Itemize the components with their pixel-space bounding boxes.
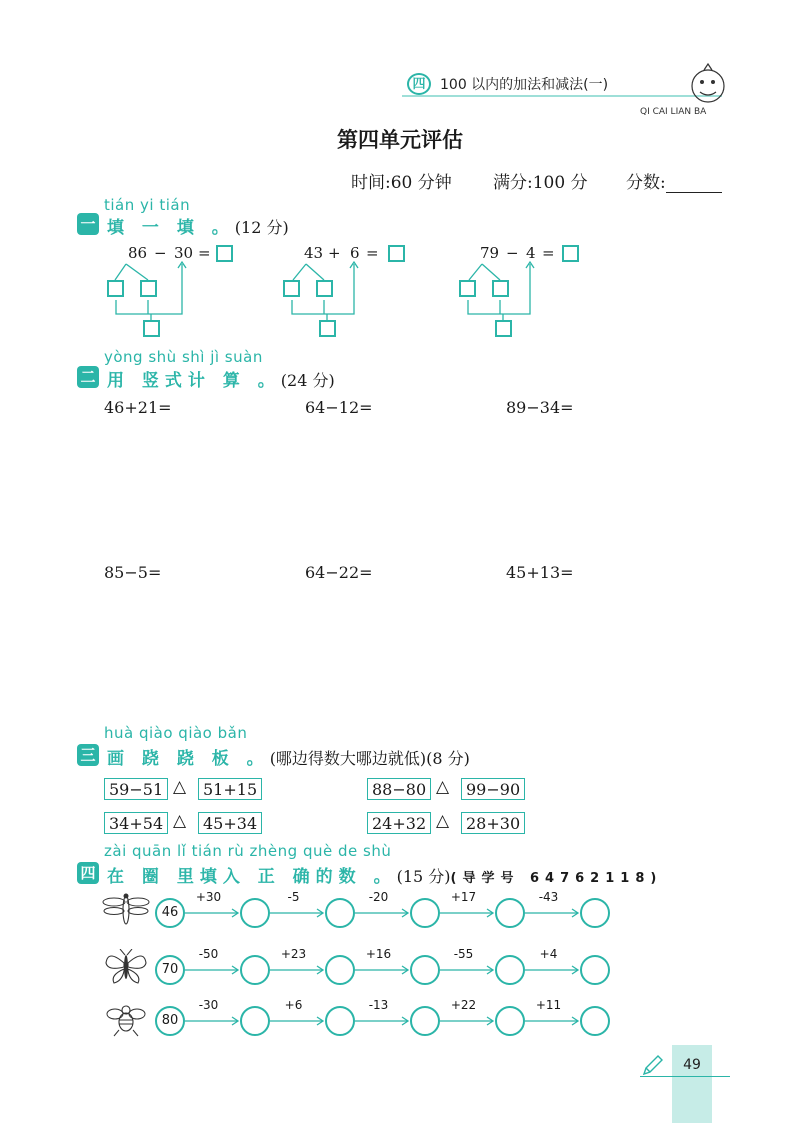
chain-answer-circle[interactable] bbox=[580, 955, 610, 985]
chain-step-label: +6 bbox=[284, 998, 303, 1012]
seesaw-symbol-3[interactable]: △ bbox=[173, 811, 187, 831]
chain-arrow bbox=[185, 964, 240, 976]
operand-a: 86 bbox=[128, 244, 148, 262]
section2-badge: 二 bbox=[77, 366, 99, 388]
operator: − bbox=[506, 244, 519, 262]
section4-score: (15 分) bbox=[396, 867, 451, 886]
vertical-calc-2: 64−12= bbox=[305, 398, 373, 417]
split-lines bbox=[104, 242, 254, 342]
seesaw-symbol-4[interactable]: △ bbox=[436, 811, 450, 831]
bee-icon bbox=[102, 1000, 150, 1040]
split-box-left[interactable] bbox=[283, 280, 300, 297]
split-box-left[interactable] bbox=[459, 280, 476, 297]
chain-step-label: -50 bbox=[198, 947, 219, 961]
page-title: 第四单元评估 bbox=[337, 127, 463, 152]
partial-result-box[interactable] bbox=[143, 320, 160, 337]
chain-answer-circle[interactable] bbox=[240, 1006, 270, 1036]
operand-b: 30 bbox=[174, 244, 194, 262]
seesaw-right-1: 51+15 bbox=[198, 778, 262, 800]
logo-text: QI CAI LIAN BA bbox=[640, 107, 707, 117]
split-problem-2 bbox=[280, 242, 430, 342]
chain-step-label: -55 bbox=[453, 947, 474, 961]
score-field bbox=[626, 168, 722, 193]
vertical-calc-1: 46+21= bbox=[104, 398, 172, 417]
section3-pinyin: huà qiào qiào bǎn bbox=[104, 724, 248, 742]
vertical-calc-5: 64−22= bbox=[305, 563, 373, 582]
section2-title-text: 用 竖式计 算 。 bbox=[107, 371, 281, 391]
vertical-calc-6: 45+13= bbox=[506, 563, 574, 582]
chain-step-label: -30 bbox=[198, 998, 219, 1012]
split-box-right[interactable] bbox=[140, 280, 157, 297]
chain-answer-circle[interactable] bbox=[495, 955, 525, 985]
chain-arrow bbox=[440, 1015, 495, 1027]
operand-b: 6 bbox=[350, 244, 360, 262]
chain-step-label: +17 bbox=[450, 890, 477, 904]
equals-sign: = bbox=[366, 244, 379, 262]
split-box-right[interactable] bbox=[492, 280, 509, 297]
split-box-right[interactable] bbox=[316, 280, 333, 297]
seesaw-right-4: 28+30 bbox=[461, 812, 525, 834]
chain-answer-circle[interactable] bbox=[325, 955, 355, 985]
equals-sign: = bbox=[198, 244, 211, 262]
chain-answer-circle[interactable] bbox=[325, 898, 355, 928]
seesaw-right-2: 99−90 bbox=[461, 778, 525, 800]
section3-title bbox=[107, 744, 470, 769]
chain-start-circle: 46 bbox=[155, 898, 185, 928]
chain-step-label: +30 bbox=[195, 890, 222, 904]
split-problem-3 bbox=[456, 242, 606, 342]
header-title: 100 以内的加法和减法(一) bbox=[440, 77, 609, 93]
chain-step-label: +16 bbox=[365, 947, 392, 961]
chain-arrow bbox=[270, 907, 325, 919]
dragonfly-icon bbox=[102, 892, 150, 932]
chain-answer-circle[interactable] bbox=[580, 1006, 610, 1036]
chain-arrow bbox=[270, 964, 325, 976]
vertical-calc-4: 85−5= bbox=[104, 563, 162, 582]
full-score: 满分:100 分 bbox=[493, 173, 588, 193]
chain-answer-circle[interactable] bbox=[410, 898, 440, 928]
chain-step-label: +22 bbox=[450, 998, 477, 1012]
section4-title-text: 在 圈 里填入 正 确的数 。 bbox=[107, 867, 397, 887]
chain-arrow bbox=[355, 1015, 410, 1027]
chain-answer-circle[interactable] bbox=[495, 898, 525, 928]
seesaw-symbol-2[interactable]: △ bbox=[436, 777, 450, 797]
chain-step-label: +4 bbox=[539, 947, 558, 961]
section2-score: (24 分) bbox=[280, 371, 335, 390]
seesaw-left-1: 59−51 bbox=[104, 778, 168, 800]
section1-title-text: 填 一 填 。 bbox=[107, 218, 235, 238]
operand-a: 43 bbox=[304, 244, 324, 262]
chain-step-label: -5 bbox=[287, 890, 300, 904]
chain-step-label: +11 bbox=[535, 998, 562, 1012]
seesaw-right-3: 45+34 bbox=[198, 812, 262, 834]
section1-score: (12 分) bbox=[234, 218, 289, 237]
score-label: 分数: bbox=[626, 173, 666, 193]
chain-arrow bbox=[525, 964, 580, 976]
qicai-lianba-logo-icon bbox=[638, 58, 728, 118]
section4-title bbox=[107, 862, 662, 887]
chain-arrow bbox=[185, 907, 240, 919]
equals-sign: = bbox=[542, 244, 555, 262]
section1-badge: 一 bbox=[77, 213, 99, 235]
time-limit: 时间:60 分钟 bbox=[351, 173, 452, 193]
chain-answer-circle[interactable] bbox=[240, 955, 270, 985]
section3-badge: 三 bbox=[77, 744, 99, 766]
chain-answer-circle[interactable] bbox=[580, 898, 610, 928]
vertical-calc-3: 89−34= bbox=[506, 398, 574, 417]
chain-arrow bbox=[440, 964, 495, 976]
score-blank[interactable] bbox=[666, 174, 722, 193]
section4-badge: 四 bbox=[77, 862, 99, 884]
section1-pinyin: tián yi tián bbox=[104, 196, 191, 214]
section2-title bbox=[107, 366, 335, 391]
chain-answer-circle[interactable] bbox=[410, 955, 440, 985]
chain-start-circle: 80 bbox=[155, 1006, 185, 1036]
section3-score: (哪边得数大哪边就低)(8 分) bbox=[269, 749, 470, 768]
butterfly-icon bbox=[102, 949, 150, 989]
chain-arrow bbox=[355, 964, 410, 976]
split-lines bbox=[456, 242, 606, 342]
pencil-icon bbox=[640, 1052, 666, 1078]
chain-step-label: -43 bbox=[538, 890, 559, 904]
chain-answer-circle[interactable] bbox=[495, 1006, 525, 1036]
chain-answer-circle[interactable] bbox=[240, 898, 270, 928]
seesaw-left-2: 88−80 bbox=[367, 778, 431, 800]
section2-pinyin: yòng shù shì jì suàn bbox=[104, 348, 263, 366]
chain-arrow bbox=[185, 1015, 240, 1027]
partial-result-box[interactable] bbox=[495, 320, 512, 337]
split-box-left[interactable] bbox=[107, 280, 124, 297]
seesaw-left-4: 24+32 bbox=[367, 812, 431, 834]
section4-guide-number: (导学号 64762118) bbox=[450, 871, 663, 886]
operator: − bbox=[154, 244, 167, 262]
seesaw-symbol-1[interactable]: △ bbox=[173, 777, 187, 797]
chain-step-label: -13 bbox=[368, 998, 389, 1012]
chain-step-label: +23 bbox=[280, 947, 307, 961]
split-lines bbox=[280, 242, 430, 342]
operand-a: 79 bbox=[480, 244, 500, 262]
chain-arrow bbox=[525, 907, 580, 919]
chain-arrow bbox=[525, 1015, 580, 1027]
operand-b: 4 bbox=[526, 244, 536, 262]
chain-answer-circle[interactable] bbox=[325, 1006, 355, 1036]
split-problem-1 bbox=[104, 242, 254, 342]
unit-badge: 四 bbox=[407, 73, 431, 95]
section3-title-text: 画 跷 跷 板 。 bbox=[107, 749, 270, 769]
seesaw-left-3: 34+54 bbox=[104, 812, 168, 834]
chain-step-label: -20 bbox=[368, 890, 389, 904]
chain-answer-circle[interactable] bbox=[410, 1006, 440, 1036]
chain-arrow bbox=[270, 1015, 325, 1027]
partial-result-box[interactable] bbox=[319, 320, 336, 337]
section4-pinyin: zài quān lǐ tián rù zhèng què de shù bbox=[104, 842, 392, 860]
section1-title bbox=[107, 213, 289, 238]
chain-arrow bbox=[355, 907, 410, 919]
page-number: 49 bbox=[683, 1057, 701, 1073]
operator: + bbox=[328, 244, 341, 262]
chain-arrow bbox=[440, 907, 495, 919]
chain-start-circle: 70 bbox=[155, 955, 185, 985]
